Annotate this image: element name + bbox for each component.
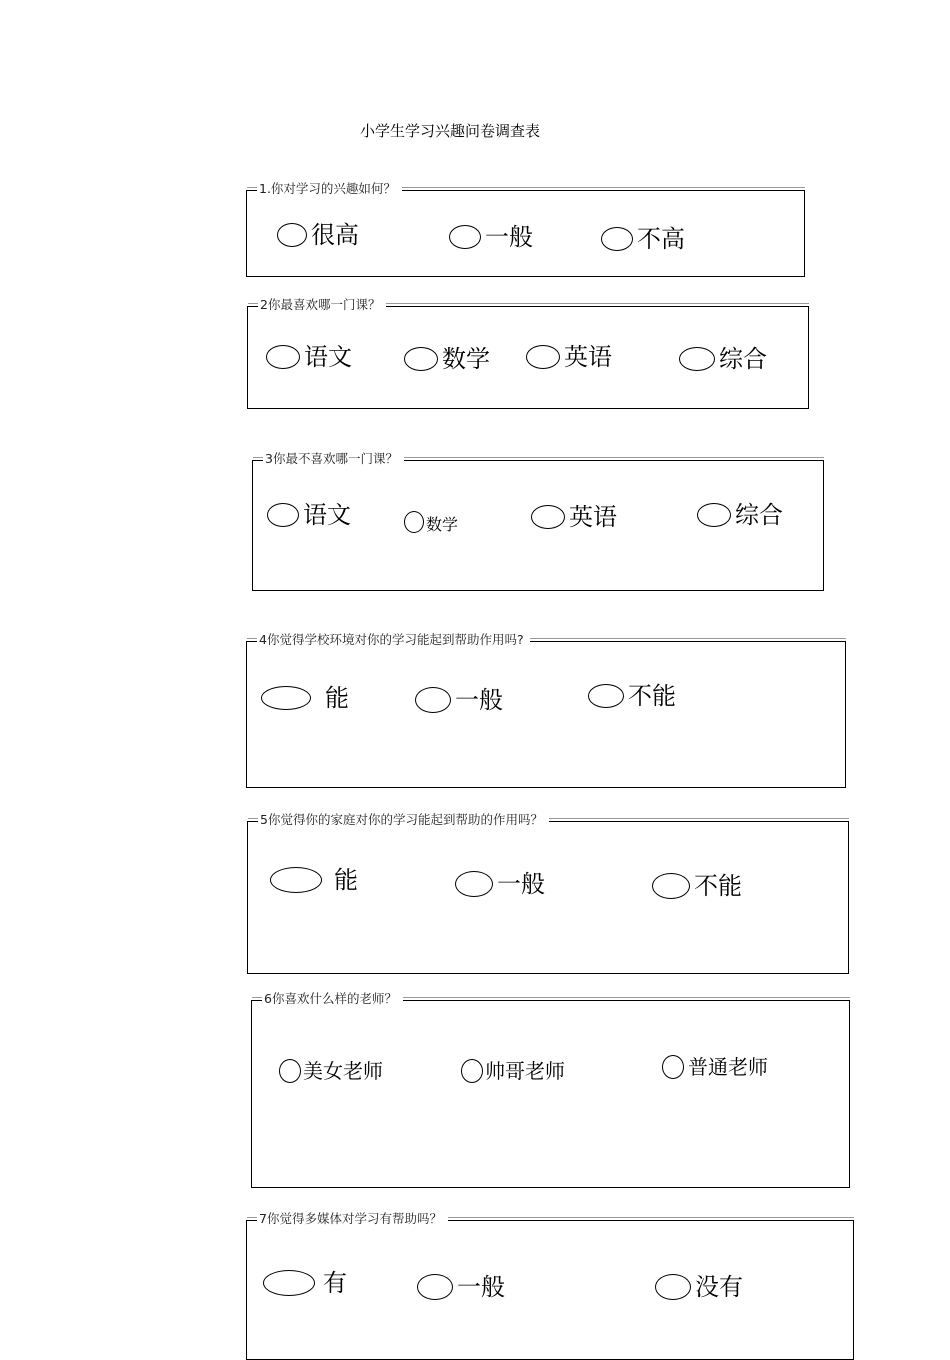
- option-label: 不能: [628, 682, 676, 710]
- option-label: 一般: [455, 686, 503, 714]
- radio-button[interactable]: [417, 1274, 453, 1300]
- option-label: 语文: [303, 501, 351, 529]
- radio-button[interactable]: [404, 511, 424, 533]
- radio-button[interactable]: [404, 347, 438, 371]
- q5-option-no[interactable]: [652, 872, 742, 900]
- radio-button[interactable]: [270, 867, 322, 893]
- q6-option-female-teacher[interactable]: [279, 1057, 383, 1085]
- option-label: 一般: [497, 870, 545, 898]
- page-title: 小学生学习兴趣问卷调查表: [359, 122, 540, 140]
- question-6-group: [251, 991, 850, 1188]
- q4-option-yes[interactable]: [261, 684, 349, 712]
- question-5-label: 5你觉得你的家庭对你的学习能起到帮助的作用吗？: [258, 812, 549, 828]
- option-label: 综合: [735, 501, 783, 529]
- question-3-label: 3你最不喜欢哪一门课？: [263, 451, 404, 467]
- option-label: 英语: [564, 343, 612, 371]
- option-label: 能: [334, 866, 358, 894]
- q3-option-english[interactable]: [531, 503, 617, 531]
- q3-option-integrated[interactable]: [697, 501, 783, 529]
- radio-button[interactable]: [679, 347, 715, 371]
- question-1-group: [246, 181, 805, 277]
- radio-button[interactable]: [526, 345, 560, 369]
- option-label: 英语: [569, 503, 617, 531]
- option-label: 能: [325, 684, 349, 712]
- option-label: 一般: [485, 223, 533, 251]
- radio-button[interactable]: [662, 1055, 684, 1079]
- option-label: 数学: [442, 345, 490, 373]
- q6-option-male-teacher[interactable]: [461, 1057, 565, 1085]
- option-label: 一般: [457, 1273, 505, 1301]
- question-4-label: 4你觉得学校环境对你的学习能起到帮助作用吗?: [257, 632, 530, 648]
- question-2-label: 2你最喜欢哪一门课？: [258, 297, 386, 313]
- q6-option-ordinary-teacher[interactable]: [662, 1053, 768, 1081]
- radio-button[interactable]: [263, 1270, 315, 1296]
- radio-button[interactable]: [531, 505, 565, 529]
- radio-button[interactable]: [277, 223, 307, 247]
- q1-option-not-high[interactable]: [601, 225, 685, 253]
- q3-option-math[interactable]: [404, 505, 458, 539]
- question-4-group: [246, 632, 846, 788]
- q2-option-integrated[interactable]: [679, 345, 767, 373]
- option-label: 不高: [637, 225, 685, 253]
- question-3-group: [252, 451, 824, 591]
- question-7-label: 7你觉得多媒体对学习有帮助吗？: [257, 1211, 448, 1227]
- question-7-group: [246, 1211, 854, 1360]
- question-6-label: 6你喜欢什么样的老师？: [262, 991, 403, 1007]
- q7-option-no[interactable]: [655, 1273, 743, 1301]
- q1-option-average[interactable]: [449, 223, 533, 251]
- option-label: 不能: [694, 872, 742, 900]
- radio-button[interactable]: [261, 686, 311, 710]
- q1-option-very-high[interactable]: [277, 221, 359, 249]
- radio-button[interactable]: [601, 227, 633, 251]
- option-label: 有: [323, 1269, 347, 1297]
- option-label: 语文: [304, 343, 352, 371]
- radio-button[interactable]: [266, 345, 300, 369]
- q3-option-chinese[interactable]: [267, 501, 351, 529]
- radio-button[interactable]: [697, 503, 731, 527]
- q2-option-english[interactable]: [526, 343, 612, 371]
- option-label: 没有: [695, 1273, 743, 1301]
- option-label: 帅哥老师: [485, 1059, 565, 1083]
- option-label: 综合: [719, 345, 767, 373]
- option-label: 普通老师: [688, 1055, 768, 1079]
- radio-button[interactable]: [267, 503, 299, 527]
- radio-button[interactable]: [279, 1059, 301, 1083]
- q4-option-average[interactable]: [415, 686, 503, 714]
- q2-option-math[interactable]: [404, 345, 490, 373]
- option-label: 数学: [426, 515, 459, 534]
- radio-button[interactable]: [588, 684, 624, 708]
- radio-button[interactable]: [652, 873, 690, 899]
- radio-button[interactable]: [461, 1059, 483, 1083]
- radio-button[interactable]: [655, 1274, 691, 1300]
- q5-option-average[interactable]: [455, 870, 545, 898]
- q7-option-average[interactable]: [417, 1273, 505, 1301]
- option-label: 很高: [311, 221, 359, 249]
- q4-option-no[interactable]: [588, 682, 676, 710]
- radio-button[interactable]: [415, 687, 451, 713]
- q7-option-yes[interactable]: [263, 1269, 347, 1297]
- q5-option-yes[interactable]: [270, 866, 358, 894]
- question-2-group: [247, 297, 809, 409]
- option-label: 美女老师: [303, 1059, 383, 1083]
- question-5-group: [247, 812, 849, 974]
- radio-button[interactable]: [449, 225, 481, 249]
- radio-button[interactable]: [455, 871, 493, 897]
- q2-option-chinese[interactable]: [266, 343, 352, 371]
- question-1-label: 1.你对学习的兴趣如何？: [257, 181, 402, 197]
